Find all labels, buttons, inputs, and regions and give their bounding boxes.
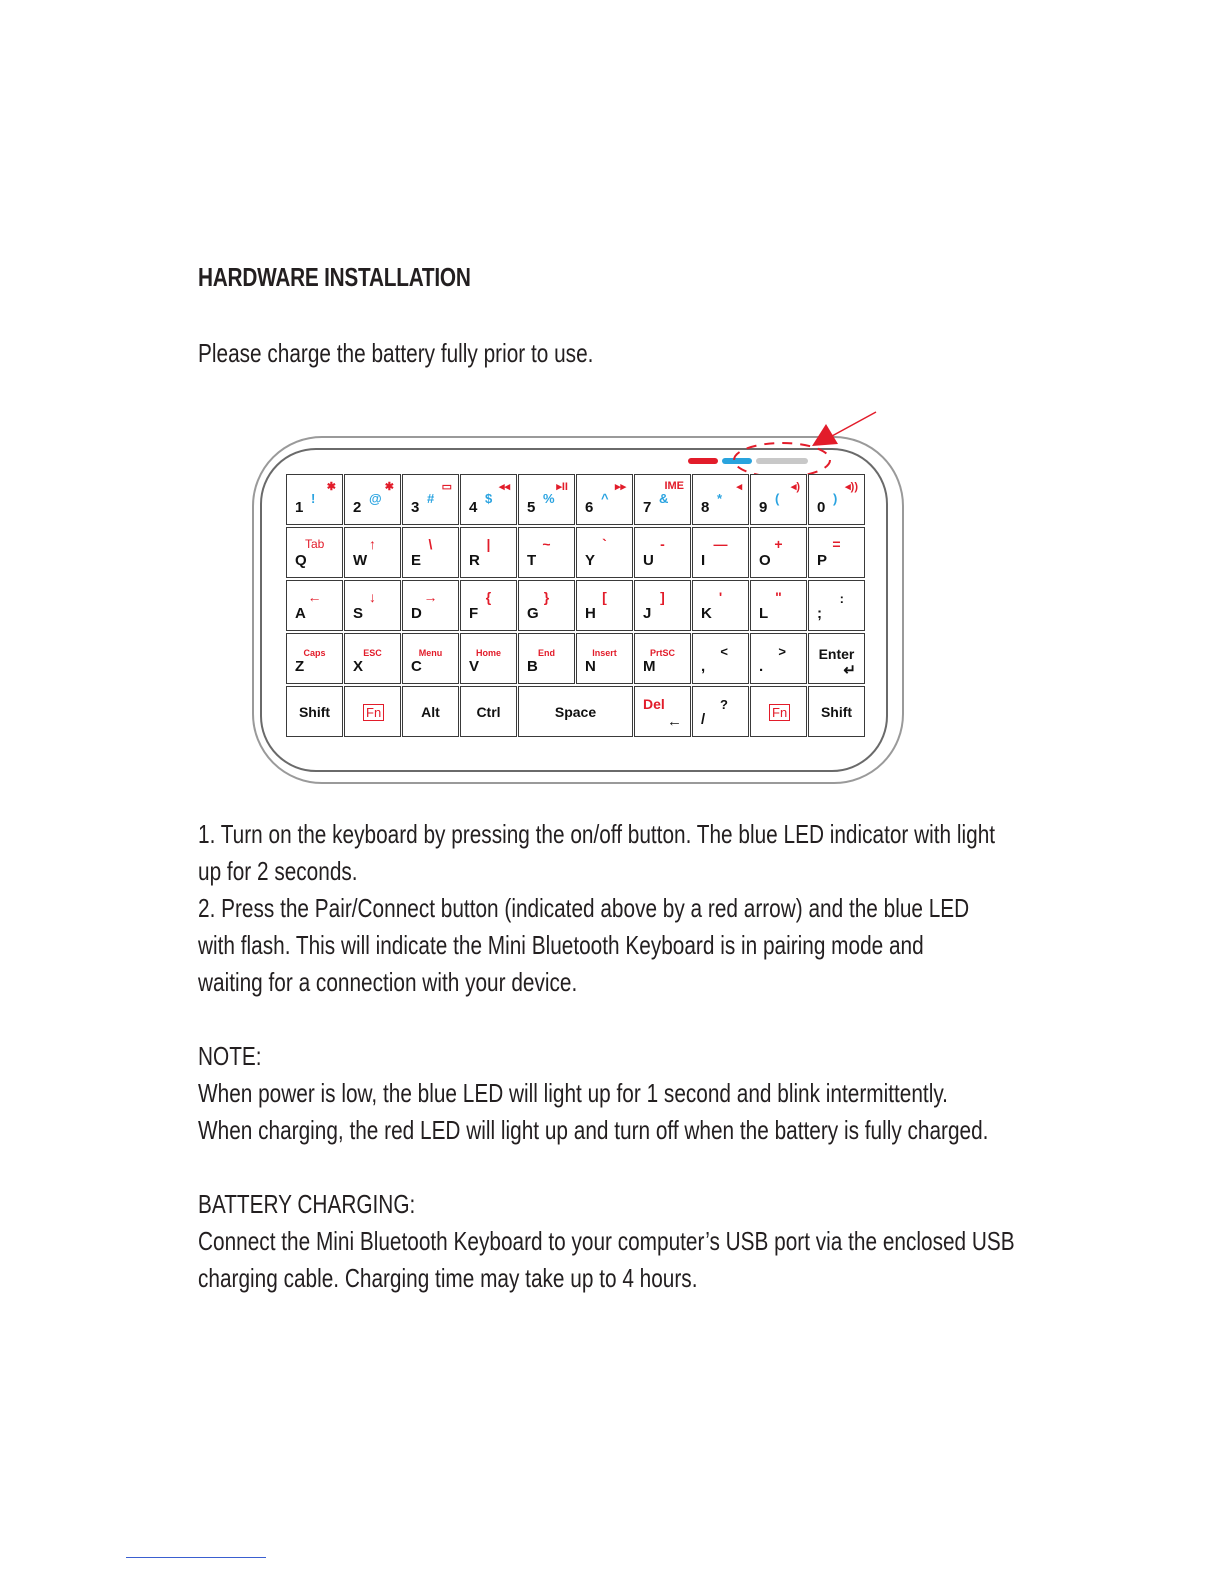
key xyxy=(286,580,343,631)
key-label: I xyxy=(701,552,706,569)
key xyxy=(750,474,807,525)
key xyxy=(692,527,749,578)
key-function: ▸▸ xyxy=(614,481,626,493)
key-label: R xyxy=(469,552,480,569)
enter-icon: ↵ xyxy=(843,662,856,679)
footer-rule xyxy=(126,1557,266,1558)
key-function: ◂◂ xyxy=(498,481,510,493)
key-label: V xyxy=(469,658,480,675)
key-function: Insert xyxy=(592,648,617,658)
key xyxy=(518,474,575,525)
key-label: . xyxy=(759,658,764,675)
key-function: Caps xyxy=(303,648,326,658)
key xyxy=(808,580,865,631)
key-function: \ xyxy=(428,536,433,552)
key-label: T xyxy=(527,552,537,569)
key-function: IME xyxy=(664,480,684,492)
key-function: ↑ xyxy=(369,536,376,552)
key-label: O xyxy=(759,552,771,569)
slash-label: / xyxy=(701,711,706,728)
key-label: Y xyxy=(585,552,596,569)
key-function: Home xyxy=(475,648,501,658)
space-label: Space xyxy=(554,704,597,720)
battery-line: Connect the Mini Bluetooth Keyboard to your computer’s USB port via the enclosed USB xyxy=(198,1226,1015,1256)
key-symbol: < xyxy=(720,644,728,659)
key-function: → xyxy=(423,589,438,605)
key-label: F xyxy=(469,605,479,622)
key xyxy=(344,580,401,631)
ctrl-key xyxy=(460,686,517,737)
key-label: C xyxy=(411,658,422,675)
key-label: Q xyxy=(295,552,307,569)
key xyxy=(402,474,459,525)
fn-key xyxy=(344,686,401,737)
key xyxy=(460,527,517,578)
key xyxy=(286,474,343,525)
key-function: PrtSC xyxy=(649,648,675,658)
key-label: P xyxy=(817,552,828,569)
delete-arrow-icon: ← xyxy=(667,713,682,730)
key-function: ◂) xyxy=(790,481,800,493)
key-label: H xyxy=(585,605,596,622)
key-symbol: > xyxy=(778,644,786,659)
key xyxy=(692,580,749,631)
key xyxy=(576,633,633,684)
key xyxy=(460,633,517,684)
key xyxy=(344,633,401,684)
key xyxy=(344,527,401,578)
key-function: ▸II xyxy=(556,481,568,493)
key-label: ; xyxy=(817,605,822,622)
key xyxy=(634,527,691,578)
space-key xyxy=(518,686,633,737)
ctrl-label: Ctrl xyxy=(476,704,501,720)
key-function: [ xyxy=(602,589,607,605)
key xyxy=(692,633,749,684)
key-function: { xyxy=(485,589,492,605)
key-symbol: % xyxy=(543,491,555,506)
enter-label: Enter xyxy=(818,646,855,662)
key xyxy=(808,527,865,578)
pair-button-highlight xyxy=(734,443,830,477)
key-function: ' xyxy=(718,589,723,605)
key xyxy=(286,527,343,578)
key-label: 4 xyxy=(469,499,478,516)
battery-title: BATTERY CHARGING: xyxy=(198,1189,416,1219)
keyboard-illustration xyxy=(248,406,908,786)
key-label: 1 xyxy=(295,499,304,516)
key-label: N xyxy=(585,658,596,675)
shift-label: Shift xyxy=(820,704,853,720)
fn-label: Fn xyxy=(769,704,790,721)
battery-line: charging cable. Charging time may take up to 4 hours. xyxy=(198,1263,698,1293)
key-function: ◂)) xyxy=(845,481,858,493)
shift-key xyxy=(286,686,343,737)
key-label: 6 xyxy=(585,499,594,516)
key xyxy=(460,580,517,631)
key-label: 0 xyxy=(817,499,826,516)
key-function: ← xyxy=(307,589,322,605)
key xyxy=(576,527,633,578)
key-function: ~ xyxy=(542,536,551,552)
key xyxy=(750,633,807,684)
key-function: Tab xyxy=(305,537,325,551)
key xyxy=(808,633,865,684)
alt-label: Alt xyxy=(421,704,440,720)
key-function: ↓ xyxy=(369,589,376,605)
key xyxy=(518,633,575,684)
key-function: - xyxy=(660,536,665,552)
key-label: J xyxy=(643,605,652,622)
key xyxy=(402,633,459,684)
fn-label: Fn xyxy=(363,704,384,721)
slash-key xyxy=(692,686,749,737)
key-function: Menu xyxy=(418,648,443,658)
key xyxy=(576,580,633,631)
page-title: HARDWARE INSTALLATION xyxy=(198,262,471,292)
note-line: When charging, the red LED will light up and turn off when the battery is fully charged. xyxy=(198,1115,989,1145)
key-label: 2 xyxy=(353,499,362,516)
steps-text xyxy=(198,816,1030,1001)
key-label: 3 xyxy=(411,499,420,516)
key xyxy=(402,580,459,631)
key-label: 5 xyxy=(527,499,536,516)
key-label: A xyxy=(295,605,306,622)
key-symbol: $ xyxy=(485,491,493,506)
key xyxy=(518,527,575,578)
note-line: When power is low, the blue LED will light up for 1 second and blink intermittently. xyxy=(198,1078,948,1108)
key xyxy=(750,527,807,578)
key-function: ` xyxy=(602,536,607,552)
key xyxy=(576,474,633,525)
key-symbol: & xyxy=(659,491,669,506)
key-function: ESC xyxy=(363,648,382,658)
key-symbol: @ xyxy=(369,491,382,506)
red-arrow-line xyxy=(832,412,876,436)
key-function: ] xyxy=(660,589,665,605)
key-function: End xyxy=(538,648,555,658)
key xyxy=(750,580,807,631)
key-label: U xyxy=(643,552,654,569)
key-label: X xyxy=(353,658,364,675)
key-label: 9 xyxy=(759,499,768,516)
key-label: D xyxy=(411,605,422,622)
key xyxy=(518,580,575,631)
key-symbol: ! xyxy=(311,491,316,506)
shift-key xyxy=(808,686,865,737)
key-function: } xyxy=(543,589,550,605)
key-label: 8 xyxy=(701,499,710,516)
key-symbol: : xyxy=(839,591,844,606)
key-label: M xyxy=(643,658,656,675)
key-label: 7 xyxy=(643,499,652,516)
key-function: ▭ xyxy=(441,481,452,493)
fn-key xyxy=(750,686,807,737)
key xyxy=(286,633,343,684)
step-line: 1. Turn on the keyboard by pressing the on/off button. The blue LED indicator with light xyxy=(198,819,996,849)
key-function: ✱ xyxy=(384,481,394,493)
key-symbol: # xyxy=(427,491,435,506)
key xyxy=(692,474,749,525)
key-label: B xyxy=(527,658,538,675)
key-symbol: ^ xyxy=(601,491,609,506)
key xyxy=(344,474,401,525)
key-symbol: * xyxy=(717,491,723,506)
key-symbol: ) xyxy=(833,491,838,506)
key xyxy=(402,527,459,578)
key xyxy=(808,474,865,525)
shift-label: Shift xyxy=(298,704,331,720)
step-line: waiting for a connection with your device. xyxy=(198,967,578,997)
key-label: K xyxy=(701,605,712,622)
delete-key xyxy=(634,686,691,737)
key xyxy=(634,580,691,631)
key-label: , xyxy=(701,658,706,675)
key xyxy=(634,474,691,525)
key-label: G xyxy=(527,605,539,622)
key-function: — xyxy=(713,536,728,552)
key-label: L xyxy=(759,605,769,622)
key-function: " xyxy=(775,589,782,605)
alt-key xyxy=(402,686,459,737)
question-label: ? xyxy=(720,697,728,712)
step-line: 2. Press the Pair/Connect button (indicated above by a red arrow) and the blue LED xyxy=(198,893,970,923)
key-label: W xyxy=(353,552,368,569)
key-label: Z xyxy=(295,658,305,675)
note-section xyxy=(198,1038,1030,1149)
intro-text: Please charge the battery fully prior to use. xyxy=(198,338,594,368)
key xyxy=(460,474,517,525)
key-function: | xyxy=(486,536,491,552)
key xyxy=(634,633,691,684)
step-line: with flash. This will indicate the Mini Bluetooth Keyboard is in pairing mode and xyxy=(198,930,924,960)
battery-section xyxy=(198,1186,1030,1297)
key-function: + xyxy=(774,536,783,552)
key-symbol: ( xyxy=(775,491,780,506)
key-function: = xyxy=(832,536,841,552)
key-label: E xyxy=(411,552,422,569)
key-label: S xyxy=(353,605,364,622)
key-function: ✱ xyxy=(326,481,336,493)
step-line: up for 2 seconds. xyxy=(198,856,358,886)
key-function: ◂ xyxy=(736,481,742,493)
delete-label: Del xyxy=(643,696,665,712)
note-title: NOTE: xyxy=(198,1041,262,1071)
